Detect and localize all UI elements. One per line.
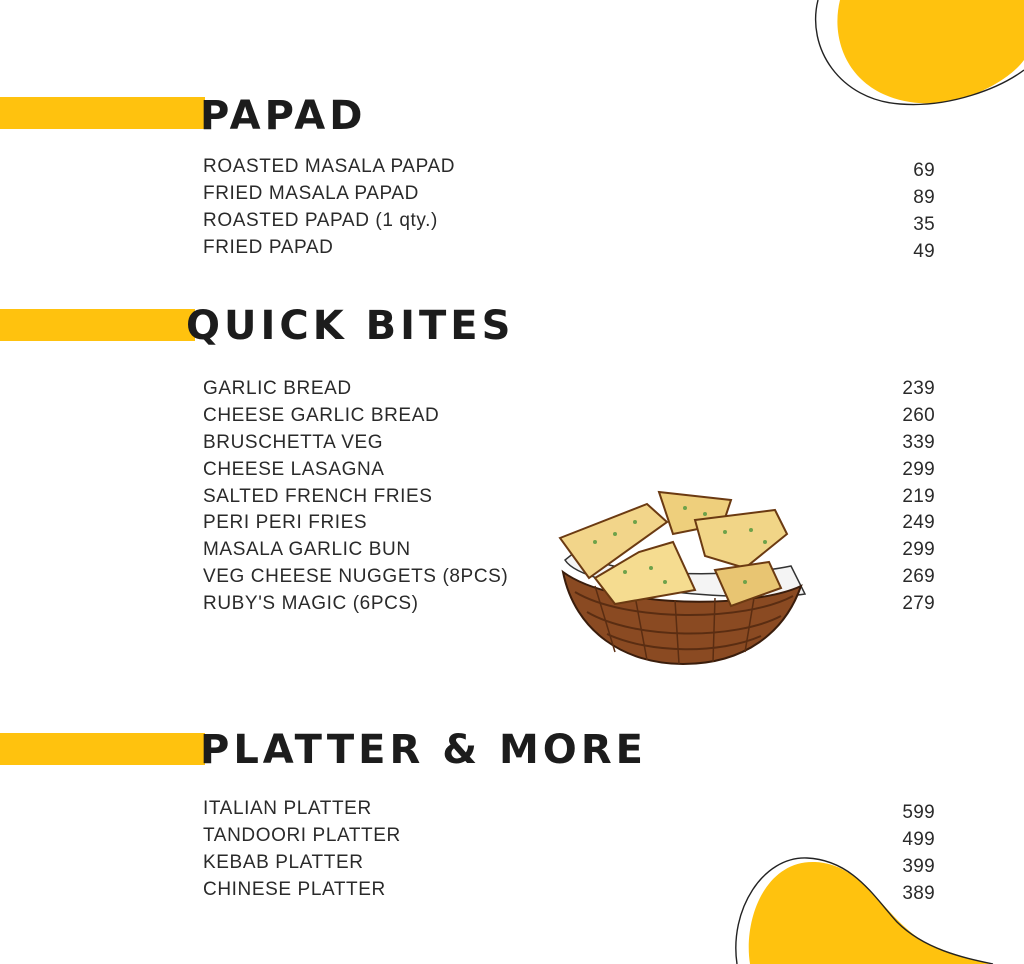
- item-price: 269: [902, 565, 935, 587]
- menu-item: [203, 234, 935, 261]
- menu-item: [203, 376, 935, 403]
- top-right-blob: [800, 0, 1024, 112]
- item-price: 260: [902, 405, 935, 427]
- item-price: 279: [902, 592, 935, 614]
- menu-list-platter-more: [203, 796, 935, 903]
- item-price: 499: [902, 829, 935, 851]
- item-price: 239: [902, 378, 935, 400]
- item-price: 49: [913, 240, 935, 262]
- menu-item: [203, 430, 935, 457]
- item-price: 219: [902, 485, 935, 507]
- menu-item: [203, 850, 935, 877]
- menu-item: [203, 403, 935, 430]
- section-bar-platter-more: [0, 733, 205, 765]
- menu-item: [203, 823, 935, 850]
- menu-item: [203, 208, 935, 235]
- item-name: CHEESE GARLIC BREAD: [203, 405, 440, 427]
- menu-item: [203, 456, 935, 483]
- section-title-papad: PAPAD: [200, 93, 367, 139]
- item-name: PERI PERI FRIES: [203, 512, 368, 534]
- item-name: FRIED PAPAD: [203, 236, 334, 258]
- item-price: 69: [913, 160, 935, 182]
- item-name: ROASTED PAPAD (1 qty.): [203, 209, 438, 231]
- menu-item: [203, 876, 935, 903]
- menu-item: [203, 796, 935, 823]
- item-price: 399: [902, 855, 935, 877]
- item-price: 299: [902, 539, 935, 561]
- menu-item: [203, 154, 935, 181]
- item-name: RUBY'S MAGIC (6PCS): [203, 592, 419, 614]
- section-bar-papad: [0, 97, 205, 129]
- item-price: 249: [902, 512, 935, 534]
- item-price: 389: [902, 882, 935, 904]
- item-price: 35: [913, 213, 935, 235]
- menu-item: [203, 181, 935, 208]
- section-title-platter-more: PLATTER & MORE: [200, 727, 647, 773]
- item-name: TANDOORI PLATTER: [203, 825, 401, 847]
- item-name: ITALIAN PLATTER: [203, 798, 372, 820]
- menu-list-papad: [203, 154, 935, 261]
- item-name: FRIED MASALA PAPAD: [203, 183, 419, 205]
- item-price: 599: [902, 802, 935, 824]
- item-price: 299: [902, 458, 935, 480]
- item-name: KEBAB PLATTER: [203, 851, 364, 873]
- section-bar-quick-bites: [0, 309, 195, 341]
- item-name: VEG CHEESE NUGGETS (8PCS): [203, 565, 509, 587]
- item-name: GARLIC BREAD: [203, 378, 352, 400]
- item-price: 339: [902, 431, 935, 453]
- item-name: CHEESE LASAGNA: [203, 458, 385, 480]
- item-price: 89: [913, 187, 935, 209]
- item-name: CHINESE PLATTER: [203, 878, 386, 900]
- item-name: SALTED FRENCH FRIES: [203, 485, 433, 507]
- garlic-bread-basket-illustration: [555, 482, 811, 668]
- section-title-quick-bites: QUICK BITES: [186, 303, 515, 349]
- item-name: BRUSCHETTA VEG: [203, 431, 384, 453]
- item-name: MASALA GARLIC BUN: [203, 539, 411, 561]
- item-name: ROASTED MASALA PAPAD: [203, 156, 456, 178]
